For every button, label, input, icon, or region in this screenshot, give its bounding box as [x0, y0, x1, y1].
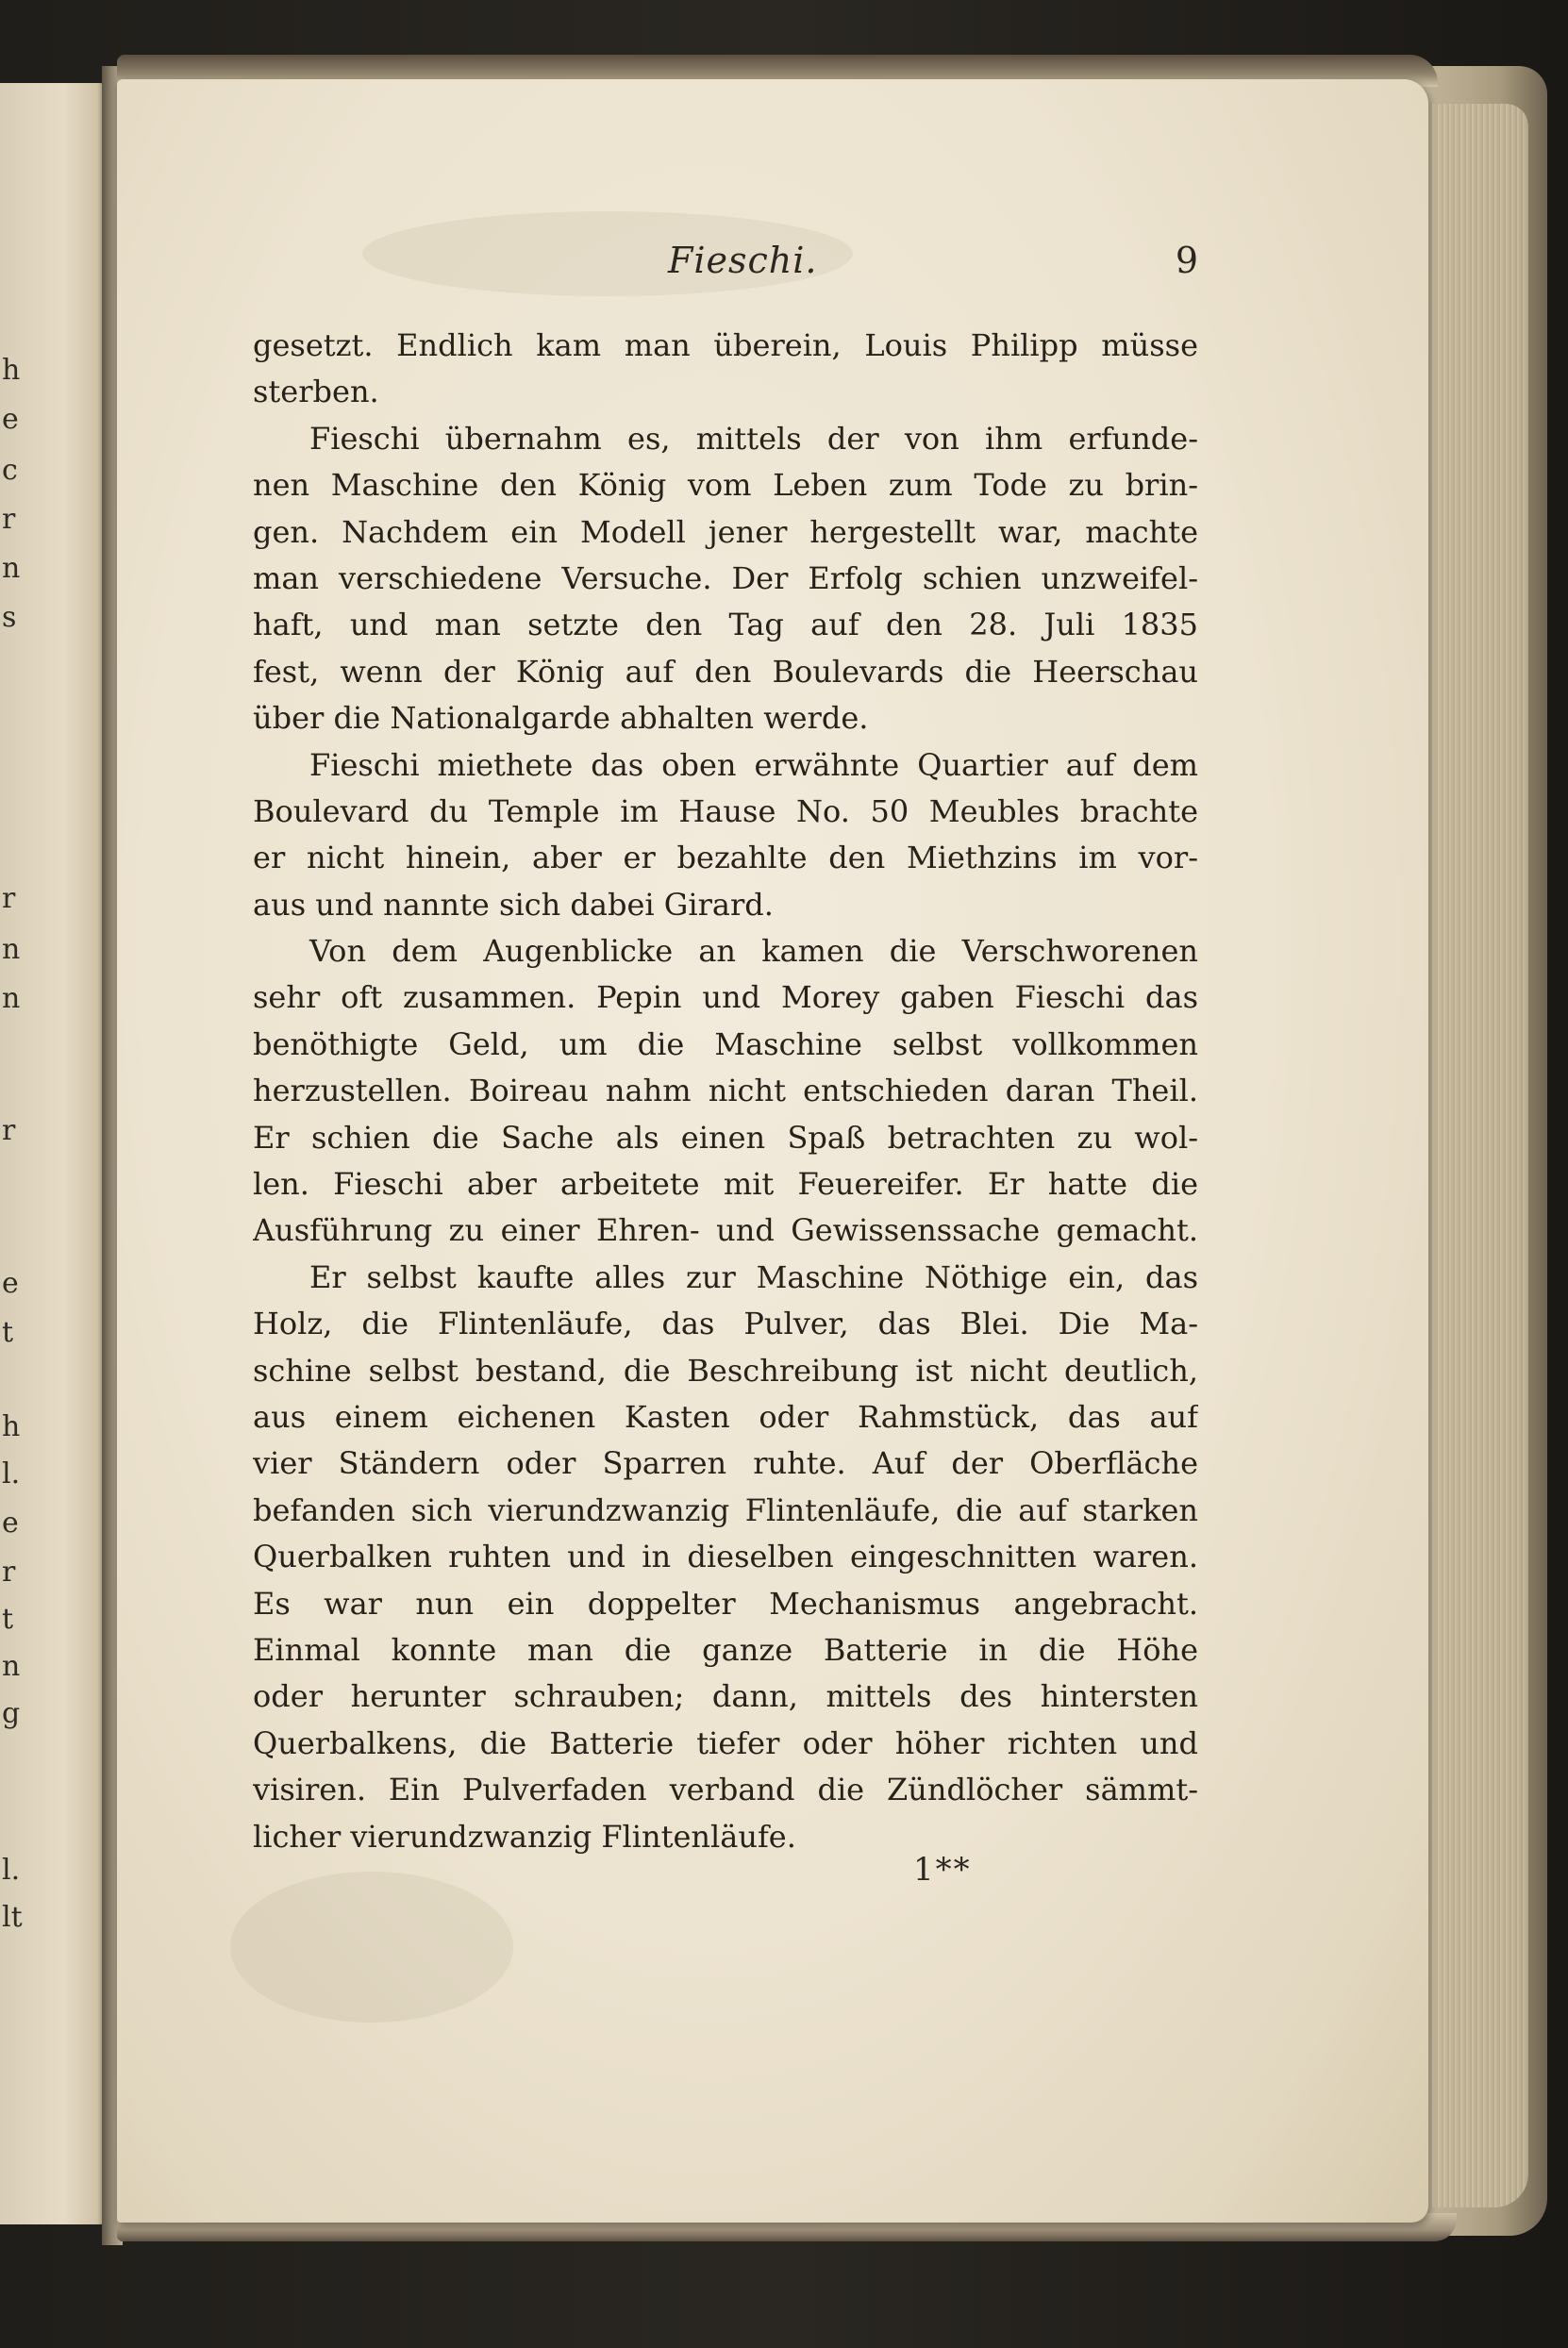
- text-line: herzustellen. Boireau nahm nicht entschieden daran Theil.: [253, 1073, 1198, 1109]
- running-title: Fieschi.: [668, 240, 818, 281]
- left-page-fragment: r: [2, 1114, 16, 1147]
- text-line: Er schien die Sache als einen Spaß betrachten zu wol-: [253, 1119, 1198, 1156]
- left-page-fragment: c: [2, 454, 18, 487]
- text-line: oder herunter schrauben; dann, mittels des hintersten: [253, 1678, 1198, 1715]
- text-line: sterben.: [253, 374, 379, 410]
- left-page-fragment: h: [2, 1410, 21, 1443]
- text-line: befanden sich vierundzwanzig Flintenläufe, die auf starken: [253, 1491, 1198, 1528]
- text-line: vier Ständern oder Sparren ruhte. Auf der Oberfläche: [253, 1445, 1198, 1482]
- text-line: er nicht hinein, aber er bezahlte den Miethzins im vor-: [253, 840, 1198, 876]
- text-line: benöthigte Geld, um die Maschine selbst vollkommen: [253, 1025, 1198, 1062]
- text-line: Es war nun ein doppelter Mechanismus angebracht.: [253, 1585, 1198, 1622]
- text-line: Von dem Augenblicke an kamen die Verschworenen: [309, 933, 1198, 970]
- text-line: Fieschi übernahm es, mittels der von ihm erfunde-: [309, 420, 1198, 457]
- left-page-fragment: h: [2, 354, 21, 387]
- left-page-fragment: r: [2, 1556, 16, 1589]
- left-page-fragment: t: [2, 1316, 14, 1349]
- left-page-fragment: n: [2, 933, 21, 966]
- left-page-fragment: r: [2, 882, 16, 915]
- text-line: Er selbst kaufte alles zur Maschine Nöthige ein, das: [309, 1258, 1198, 1295]
- text-line: Boulevard du Temple im Hause No. 50 Meubles brachte: [253, 792, 1198, 829]
- text-line: haft, und man setzte den Tag auf den 28. Juli 1835: [253, 607, 1198, 643]
- text-line: über die Nationalgarde abhalten werde.: [253, 700, 869, 737]
- page-stain: [230, 1872, 513, 2023]
- text-line: nen Maschine den König vom Leben zum Tode zu brin-: [253, 467, 1198, 504]
- left-page-fragment: l.: [2, 1854, 21, 1887]
- text-line: gen. Nachdem ein Modell jener hergestellt war, machte: [253, 513, 1198, 550]
- left-page-fragment: r: [2, 503, 16, 536]
- text-line: schine selbst bestand, die Beschreibung ist nicht deutlich,: [253, 1352, 1198, 1389]
- text-line: licher vierundzwanzig Flintenläufe.: [253, 1818, 796, 1855]
- printer-signature-mark: 1**: [913, 1851, 972, 1889]
- left-page-fragment: n: [2, 1650, 21, 1683]
- text-line: Querbalkens, die Batterie tiefer oder höher richten und: [253, 1724, 1198, 1761]
- text-line: Holz, die Flintenläufe, das Pulver, das Blei. Die Ma-: [253, 1306, 1198, 1342]
- text-line: visiren. Ein Pulverfaden verband die Zündlöcher sämmt-: [253, 1772, 1198, 1808]
- left-page-fragment: lt: [2, 1901, 23, 1934]
- left-page-fragment: s: [2, 601, 17, 634]
- body-text: [253, 323, 1198, 1860]
- text-line: len. Fieschi aber arbeitete mit Feuereifer. Er hatte die: [253, 1166, 1198, 1203]
- text-line: aus einem eichenen Kasten oder Rahmstück, das auf: [253, 1398, 1198, 1435]
- page-header: [253, 240, 1198, 296]
- left-page-fragment: e: [2, 1507, 19, 1540]
- left-page-fragment: g: [2, 1697, 21, 1730]
- text-line: Einmal konnte man die ganze Batterie in die Höhe: [253, 1631, 1198, 1668]
- left-page-fragment: n: [2, 982, 21, 1015]
- text-line: sehr oft zusammen. Pepin und Morey gaben Fieschi das: [253, 979, 1198, 1016]
- left-page-fragment: e: [2, 403, 19, 436]
- page-stack-texture: [1415, 104, 1528, 2207]
- left-page-fragment: l.: [2, 1457, 21, 1490]
- left-page-fragment: e: [2, 1267, 19, 1300]
- text-line: fest, wenn der König auf den Boulevards die Heerschau: [253, 653, 1198, 690]
- left-page-fragment: t: [2, 1603, 14, 1636]
- text-line: aus und nannte sich dabei Girard.: [253, 886, 774, 923]
- page-number: 9: [1175, 240, 1198, 281]
- text-line: gesetzt. Endlich kam man überein, Louis Philipp müsse: [253, 327, 1198, 363]
- text-line: Ausführung zu einer Ehren- und Gewissenssache gemacht.: [253, 1212, 1198, 1249]
- text-line: Fieschi miethete das oben erwähnte Quartier auf dem: [309, 746, 1198, 783]
- text-line: man verschiedene Versuche. Der Erfolg schien unzweifel-: [253, 559, 1198, 596]
- text-line: Querbalken ruhten und in dieselben eingeschnitten waren.: [253, 1539, 1198, 1575]
- left-page-fragment: n: [2, 552, 21, 585]
- previous-page-edge: [0, 83, 106, 2224]
